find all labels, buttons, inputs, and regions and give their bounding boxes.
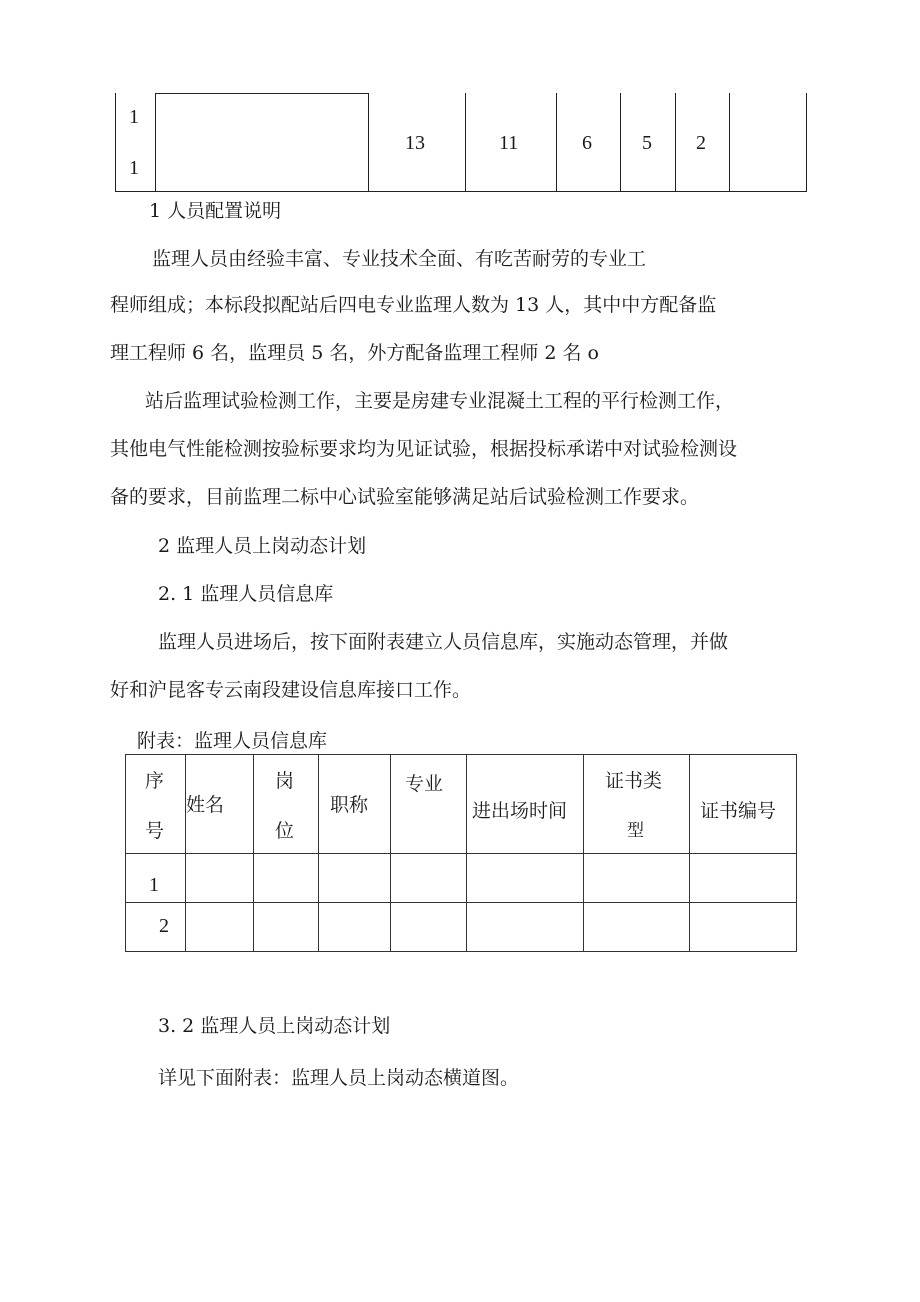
section-heading: 1 人员配置说明 xyxy=(149,200,282,222)
header-post-a: 岗 xyxy=(275,770,295,792)
header-cert-type xyxy=(584,755,690,854)
header-name xyxy=(186,755,254,854)
table-border xyxy=(368,93,369,192)
table-cell xyxy=(391,854,467,903)
header-specialty xyxy=(391,755,467,854)
table-border xyxy=(115,93,116,192)
table-cell: 2 xyxy=(696,132,706,154)
paragraph-line: 程师组成；本标段拟配站后四电专业监理人数为 13 人，其中中方配备监 xyxy=(110,294,717,316)
header-specialty-label: 专业 xyxy=(405,773,444,795)
staffing-summary-table xyxy=(0,0,920,200)
table-cell xyxy=(254,903,319,952)
table-border xyxy=(155,93,369,94)
table-cell: 13 xyxy=(405,132,425,154)
header-name-label: 姓名 xyxy=(186,794,225,816)
header-title-label: 职称 xyxy=(330,794,369,816)
table-border xyxy=(620,93,621,192)
header-post xyxy=(254,755,319,854)
table-border xyxy=(556,93,557,192)
paragraph-line: 监理人员由经验丰富、专业技术全面、有吃苦耐劳的专业工 xyxy=(152,248,647,270)
table-border xyxy=(675,93,676,192)
table-cell xyxy=(584,903,690,952)
table-cell xyxy=(126,854,186,903)
paragraph-line: 站后监理试验检测工作，主要是房建专业混凝土工程的平行检测工作， xyxy=(145,390,735,412)
table-cell xyxy=(186,903,254,952)
paragraph-line: 监理人员进场后，按下面附表建立人员信息库，实施动态管理，并做 xyxy=(158,631,729,653)
paragraph-line: 详见下面附表：监理人员上岗动态横道图。 xyxy=(158,1067,520,1089)
header-cert-type-a: 证书类 xyxy=(605,770,663,792)
table-cell xyxy=(319,903,391,952)
table-border xyxy=(115,191,807,192)
table-cell: 6 xyxy=(582,132,592,154)
header-post-b: 位 xyxy=(275,820,295,842)
table-cell xyxy=(391,903,467,952)
header-cert-no-label: 证书编号 xyxy=(700,800,777,822)
header-seq-b: 号 xyxy=(145,820,165,842)
table-cell xyxy=(467,903,584,952)
table-border xyxy=(155,93,156,192)
table-cell: 5 xyxy=(642,132,652,154)
row-number: 1 xyxy=(149,874,159,896)
row-index: 1 xyxy=(129,106,139,128)
table-border xyxy=(806,93,807,192)
header-seq-a: 序 xyxy=(145,770,165,792)
table-row xyxy=(126,854,797,903)
header-title xyxy=(319,755,391,854)
header-in-out-time xyxy=(467,755,584,854)
table-cell xyxy=(467,854,584,903)
row-index: 1 xyxy=(129,157,139,179)
section-heading: 3. 2 监理人员上岗动态计划 xyxy=(158,1015,391,1037)
table-cell xyxy=(186,854,254,903)
table-cell xyxy=(690,854,797,903)
row-number: 2 xyxy=(159,915,169,937)
table-row xyxy=(126,903,797,952)
header-cert-no xyxy=(690,755,797,854)
staff-info-table xyxy=(125,754,797,952)
table-cell xyxy=(584,854,690,903)
paragraph-line: 备的要求，目前监理二标中心试验室能够满足站后试验检测工作要求。 xyxy=(110,486,700,508)
paragraph-line: 好和沪昆客专云南段建设信息库接口工作。 xyxy=(110,679,472,701)
section-heading: 2 监理人员上岗动态计划 xyxy=(158,535,367,557)
paragraph-line: 其他电气性能检测按验标要求均为见证试验，根据投标承诺中对试验检测设 xyxy=(110,438,738,460)
table-border xyxy=(465,93,466,192)
header-cert-type-b: 型 xyxy=(627,821,644,841)
table-cell xyxy=(690,903,797,952)
table-border xyxy=(729,93,730,192)
header-in-out-time-label: 进出场时间 xyxy=(472,800,568,822)
table-cell xyxy=(126,903,186,952)
table-cell xyxy=(254,854,319,903)
table-header-row xyxy=(126,755,797,854)
header-seq xyxy=(126,755,186,854)
table-caption: 附表：监理人员信息库 xyxy=(137,730,328,752)
subsection-heading: 2. 1 监理人员信息库 xyxy=(158,583,334,605)
table-cell xyxy=(319,854,391,903)
paragraph-line: 理工程师 6 名，监理员 5 名，外方配备监理工程师 2 名 o xyxy=(110,342,599,364)
table-cell: 11 xyxy=(499,132,519,154)
